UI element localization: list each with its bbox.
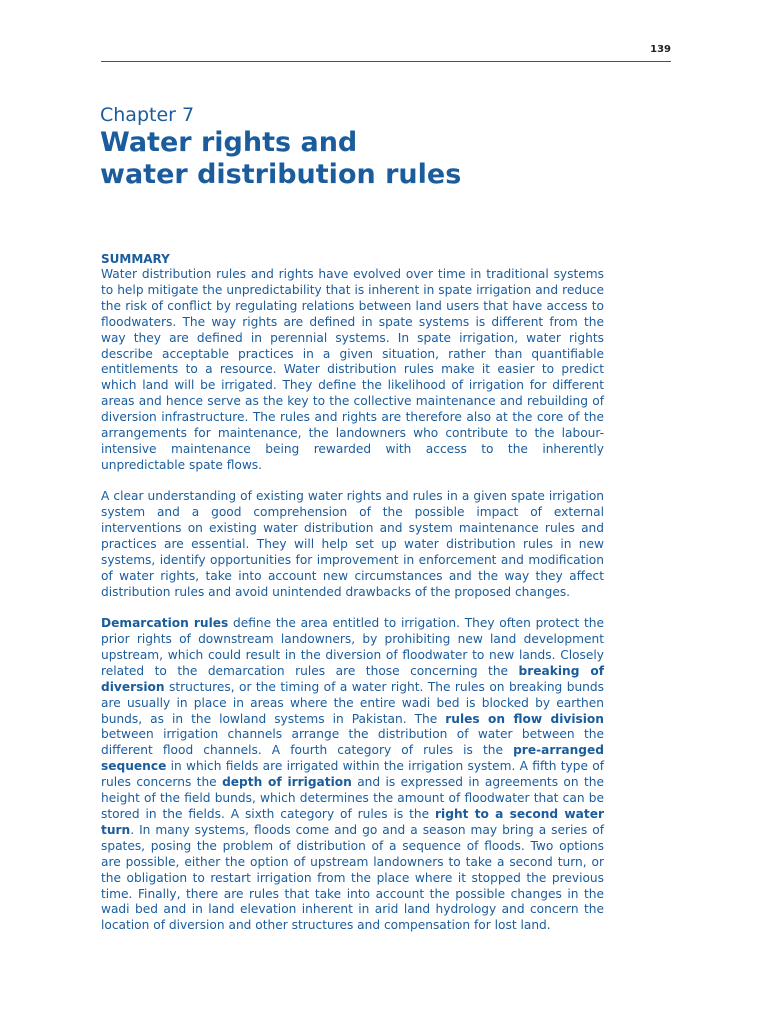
term-rules-on-flow-division: rules on flow division <box>445 711 604 726</box>
term-demarcation-rules: Demarcation rules <box>101 616 229 631</box>
paragraph-3-text: structures, or the timing of a water right. The rules on breaking bunds are usually in place in areas where the entire wadi bed is blocked by earthen bunds, as in the lowland systems in Pakistan. The <box>101 679 604 726</box>
summary-heading: SUMMARY <box>101 252 170 266</box>
paragraph-3-text: . In many systems, floods come and go and a season may bring a series of spates, posing the problem of distribution of a sequence of floods. Two options are possible, either the option of upstream landowners to take a second turn, or the obligation to restart irrigation from the place where it stopped the previous time. Finally, there are rules that take into account the possible changes in the wadi bed and in land elevation inherent in arid land hydrology and concern the location of diversion and other structures and compensation for lost land. <box>101 822 604 933</box>
chapter-title-line-1: Water rights and <box>100 127 358 158</box>
term-right-to-second-water-turn: right to a second water turn <box>101 807 604 837</box>
chapter-label: Chapter 7 <box>100 104 195 126</box>
paragraph-3-text: in which fields are irrigated within the irrigation system. A fifth type of rules concerns the <box>101 759 604 790</box>
summary-paragraph-1: Water distribution rules and rights have evolved over time in traditional systems to help mitigate the unpredictability that is inherent in spate irrigation and reduce the risk of conflict by regulating relations between land users that have access to floodwaters. The way rights are defined in spate systems is different from the way they are defined in perennial systems. In spate irrigation, water rights describe acceptable practices in a given situation, rather than quantifiable entitlements to a resource. Water distribution rules make it easier to predict which land will be irrigated. They define the likelihood of irrigation for different areas and hence serve as the key to the collective maintenance and rebuilding of diversion infrastructure. The rules and rights are therefore also at the core of the arrangements for maintenance, the landowners who contribute to the labour-intensive maintenance being rewarded with access to the inherently unpredictable spate flows. <box>101 267 604 472</box>
page-number: 139 <box>650 44 671 55</box>
term-depth-of-irrigation: depth of irrigation <box>222 775 352 790</box>
paragraph-3-text: and is expressed in agreements on the height of the field bunds, which determines the amount of floodwater that can be stored in the fields. A sixth category of rules is the <box>101 775 604 821</box>
term-breaking-of-diversion: breaking of diversion <box>101 663 604 694</box>
term-pre-arranged-sequence: pre-arranged sequence <box>101 743 604 774</box>
header-rule <box>101 61 671 62</box>
chapter-title <box>100 127 660 191</box>
summary-paragraph-3 <box>101 616 604 934</box>
chapter-title-line-2: water distribution rules <box>100 159 462 190</box>
paragraph-3-text: between irrigation channels arrange the distribution of water between the different flood channels. A fourth category of rules is the <box>101 727 604 758</box>
paragraph-3-text: define the area entitled to irrigation. They often protect the prior rights of downstream landowners, by prohibiting new land development upstream, which could result in the diversion of floodwater to new lands. Closely related to the demarcation rules are those concerning the <box>101 616 604 678</box>
summary-paragraph-2: A clear understanding of existing water rights and rules in a given spate irrigation system and a good comprehension of the possible impact of external interventions on existing water distribution and system maintenance rules and practices are essential. They will help set up water distribution rules in new systems, identify opportunities for improvement in enforcement and modification of water rights, take into account new circumstances and the way they affect distribution rules and avoid unintended drawbacks of the proposed changes. <box>101 489 604 599</box>
summary-section <box>101 251 604 950</box>
